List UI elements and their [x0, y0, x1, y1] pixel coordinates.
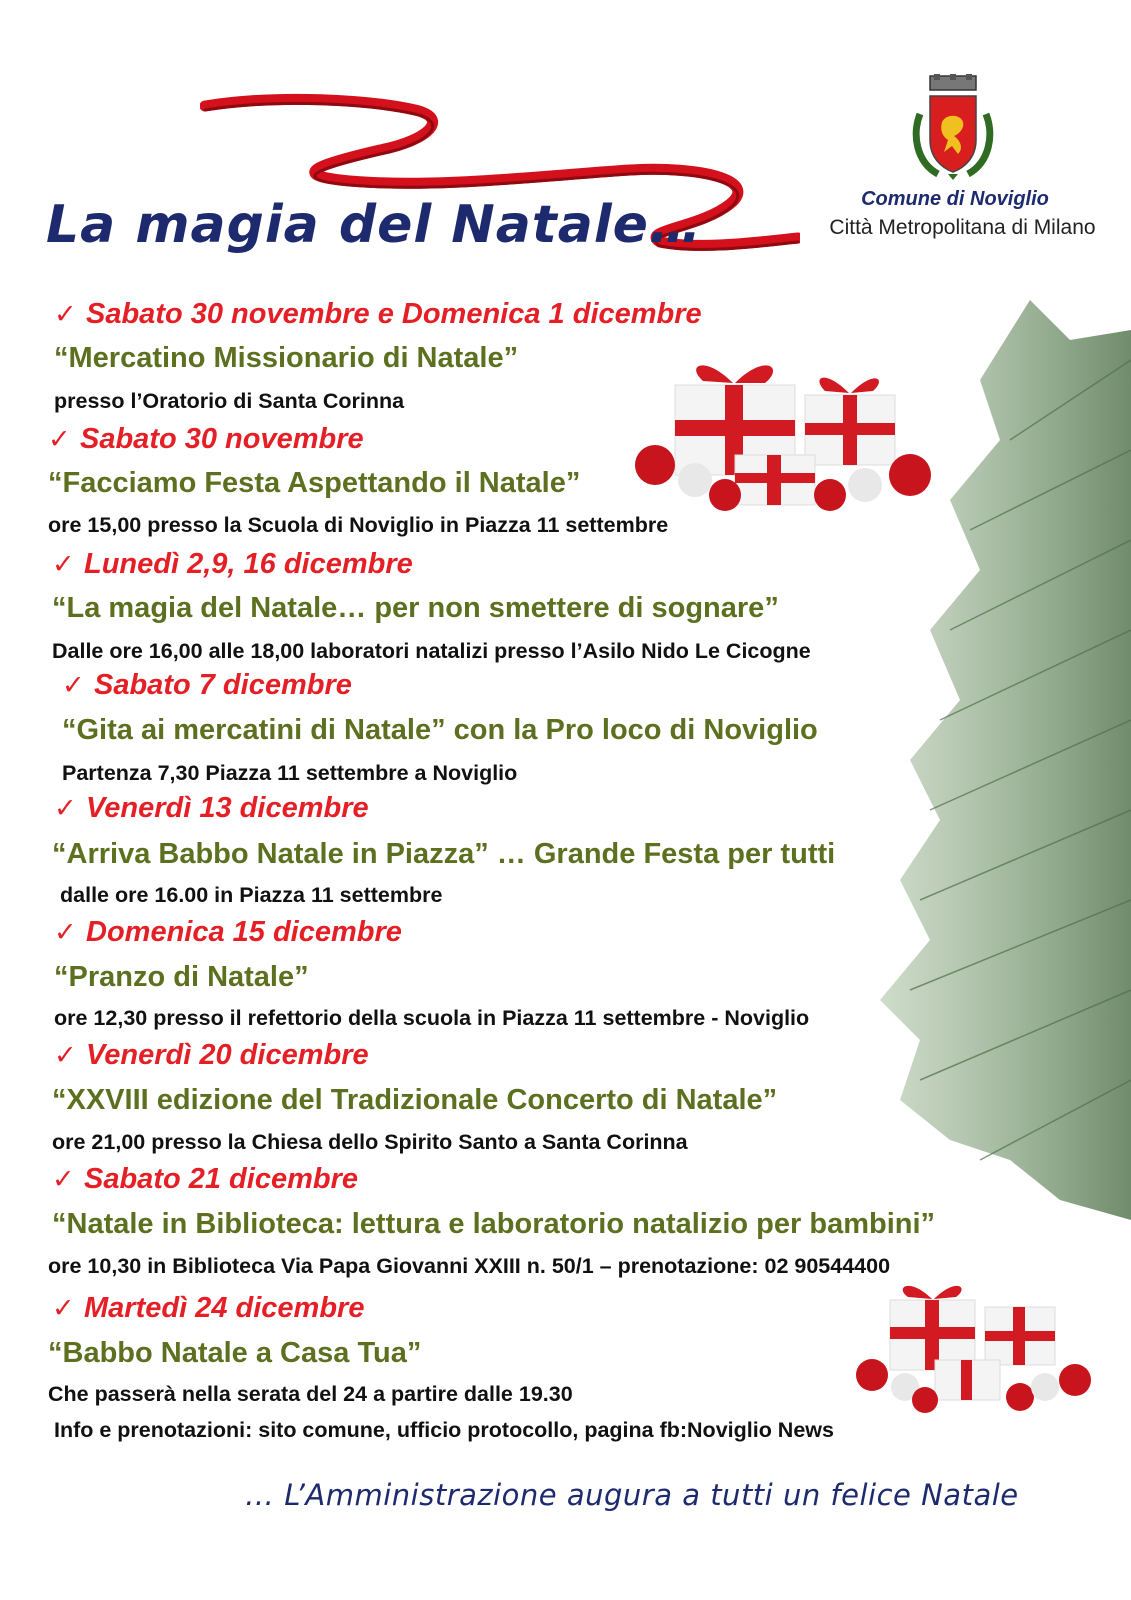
event-3-name: “La magia del Natale… per non smettere di sognare” — [52, 592, 779, 624]
event-9-name: “Babbo Natale a Casa Tua” — [48, 1337, 422, 1369]
event-2-name: “Facciamo Festa Aspettando il Natale” — [48, 467, 581, 499]
event-1-date: ✓ Sabato 30 novembre e Domenica 1 dicembre — [54, 298, 702, 330]
comune-name: Comune di Noviglio — [861, 188, 1049, 210]
event-9-info: Info e prenotazioni: sito comune, ufficio protocollo, pagina fb:Noviglio News — [54, 1418, 834, 1442]
check-icon: ✓ — [54, 793, 77, 823]
christmas-gifts-image — [625, 345, 945, 515]
event-6-date: ✓ Domenica 15 dicembre — [54, 916, 402, 948]
event-3-date: ✓ Lunedì 2,9, 16 dicembre — [52, 548, 413, 580]
closing-greeting: … L’Amministrazione augura a tutti un felice Natale — [245, 1478, 1019, 1512]
event-8-date: ✓ Sabato 21 dicembre — [52, 1163, 358, 1195]
event-8-detail: ore 10,30 in Biblioteca Via Papa Giovanni XXIII n. 50/1 – prenotazione: 02 90544400 — [48, 1254, 891, 1278]
event-9-date: ✓ Martedì 24 dicembre — [52, 1292, 365, 1324]
event-2-date: ✓ Sabato 30 novembre — [48, 423, 364, 455]
event-5-name: “Arriva Babbo Natale in Piazza” … Grande Festa per tutti — [52, 838, 836, 870]
event-4-name: “Gita ai mercatini di Natale” con la Pro loco di Noviglio — [62, 714, 818, 746]
check-icon: ✓ — [62, 670, 85, 700]
check-icon: ✓ — [54, 1040, 77, 1070]
event-5-detail: dalle ore 16.00 in Piazza 11 settembre — [60, 883, 443, 907]
check-icon: ✓ — [52, 1164, 75, 1194]
event-7-date: ✓ Venerdì 20 dicembre — [54, 1039, 369, 1071]
event-8-name: “Natale in Biblioteca: lettura e laboratorio natalizio per bambini” — [52, 1208, 936, 1240]
check-icon: ✓ — [52, 1293, 75, 1323]
check-icon: ✓ — [52, 549, 75, 579]
metropolitan-city-label: Città Metropolitana di Milano — [829, 216, 1096, 239]
page-title: La magia del Natale… — [46, 195, 702, 255]
check-icon: ✓ — [48, 424, 71, 454]
event-4-detail: Partenza 7,30 Piazza 11 settembre a Noviglio — [62, 761, 518, 785]
check-icon: ✓ — [54, 917, 77, 947]
municipal-coat-of-arms-icon — [908, 74, 998, 184]
event-1-name: “Mercatino Missionario di Natale” — [54, 342, 519, 374]
event-3-detail: Dalle ore 16,00 alle 18,00 laboratori natalizi presso l’Asilo Nido Le Cicogne — [52, 639, 811, 663]
event-1-detail: presso l’Oratorio di Santa Corinna — [54, 389, 405, 413]
event-7-detail: ore 21,00 presso la Chiesa dello Spirito Santo a Santa Corinna — [52, 1130, 688, 1154]
event-5-date: ✓ Venerdì 13 dicembre — [54, 792, 369, 824]
event-2-detail: ore 15,00 presso la Scuola di Noviglio in Piazza 11 settembre — [48, 513, 669, 537]
event-6-name: “Pranzo di Natale” — [54, 961, 309, 993]
event-4-date: ✓ Sabato 7 dicembre — [62, 669, 352, 701]
event-7-name: “XXVIII edizione del Tradizionale Concerto di Natale” — [52, 1084, 778, 1116]
christmas-gifts-image-bottom — [850, 1275, 1095, 1415]
event-9-detail: Che passerà nella serata del 24 a partire dalle 19.30 — [48, 1382, 573, 1406]
check-icon: ✓ — [54, 299, 77, 329]
event-6-detail: ore 12,30 presso il refettorio della scuola in Piazza 11 settembre - Noviglio — [54, 1006, 810, 1030]
